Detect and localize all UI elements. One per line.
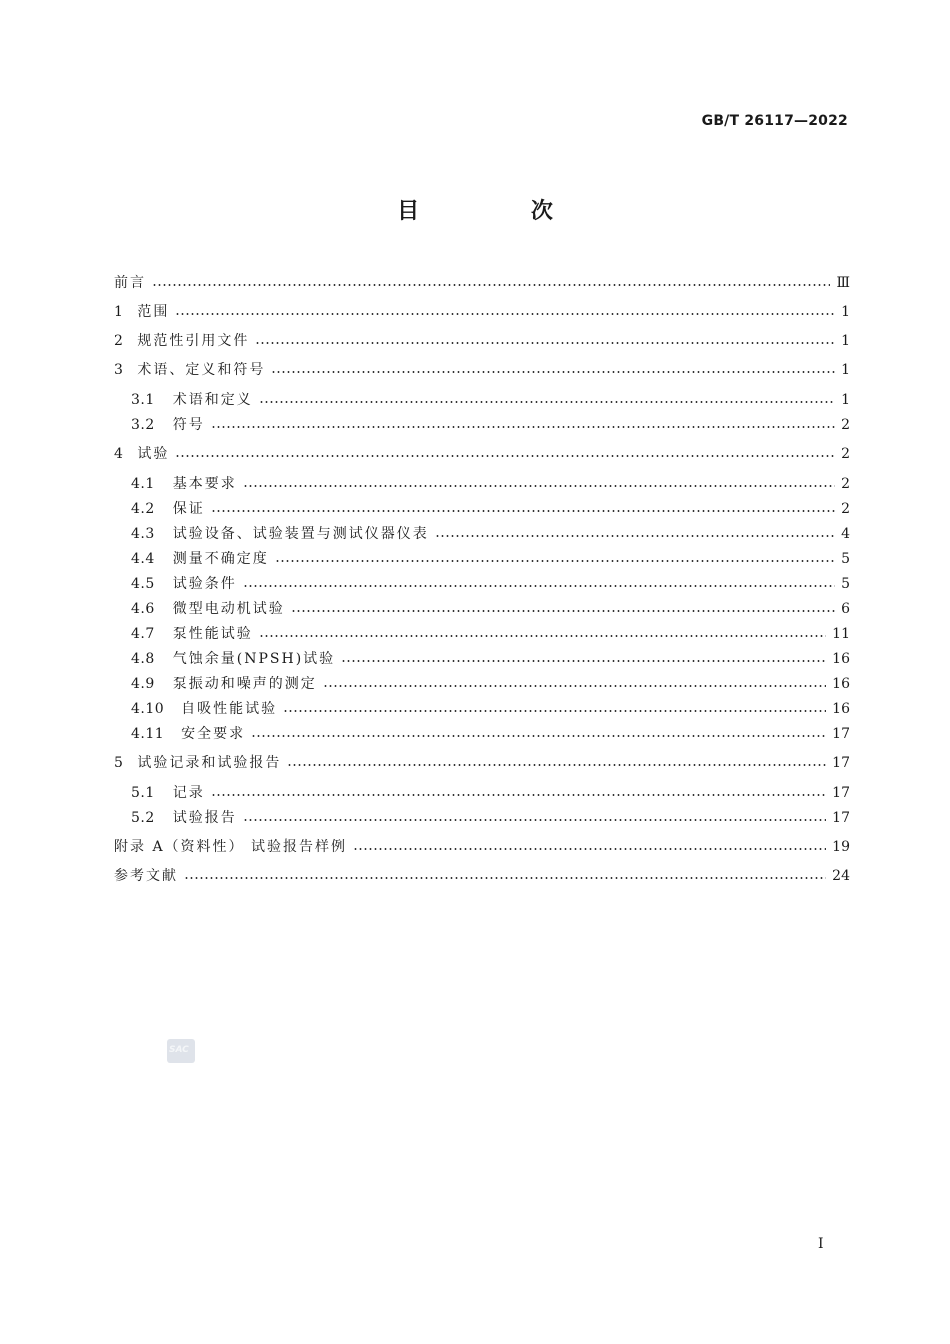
toc-entry-number: 4.9 [131, 676, 155, 692]
toc-entry-page: 6 [841, 601, 850, 617]
toc-entry-number: 4.1 [131, 476, 155, 492]
toc-entry-label: 术语和定义 [172, 392, 253, 408]
toc-entry-page: 2 [841, 476, 850, 492]
toc-entry[interactable] [114, 443, 850, 465]
toc-entry-page: 17 [832, 726, 850, 742]
toc-entry-label: 试验条件 [172, 576, 237, 592]
toc-entry[interactable] [131, 598, 850, 620]
toc-entry-number: 4.3 [131, 526, 155, 542]
toc-entry-page: 16 [832, 676, 850, 692]
toc-entry-page: 24 [832, 868, 850, 884]
toc-entry-page: 16 [832, 701, 850, 717]
toc-entry[interactable] [114, 272, 850, 294]
toc-entry[interactable] [131, 414, 850, 436]
toc-entry-number: 4.7 [131, 626, 155, 642]
toc-entry-page: 2 [841, 417, 850, 433]
toc-entry-page: 1 [841, 392, 850, 408]
page-number: Ⅰ [818, 1236, 824, 1252]
toc-dot-leader [259, 635, 826, 637]
toc-entry[interactable] [131, 648, 850, 670]
toc-entry-page: 2 [841, 446, 850, 462]
toc-entry-label: 测量不确定度 [172, 551, 269, 567]
toc-entry-page: 16 [832, 651, 850, 667]
toc-entry[interactable] [131, 523, 850, 545]
toc-entry-page: 5 [841, 551, 850, 567]
toc-entry[interactable] [131, 573, 850, 595]
toc-entry[interactable] [114, 752, 850, 774]
toc-entry-number: 4.11 [131, 726, 165, 742]
toc-dot-leader [211, 510, 835, 512]
toc-entry[interactable] [131, 389, 850, 411]
toc-entry-number: 4.2 [131, 501, 155, 517]
toc-dot-leader [184, 877, 826, 879]
toc-dot-leader [243, 485, 835, 487]
toc-entry-label: 泵性能试验 [172, 626, 253, 642]
toc-entry[interactable] [131, 623, 850, 645]
toc-dot-leader [271, 371, 835, 373]
toc-entry-number: 5.2 [131, 810, 155, 826]
toc-entry-label: 安全要求 [181, 726, 246, 742]
toc-entry-number: 3.2 [131, 417, 155, 433]
toc-entry-page: 17 [832, 755, 850, 771]
toc-entry-number: 1 [114, 304, 124, 320]
toc-entry-label: 前言 [114, 275, 146, 291]
toc-dot-leader [211, 794, 826, 796]
toc-entry[interactable] [131, 698, 850, 720]
toc-entry-number: 4.4 [131, 551, 155, 567]
toc-entry[interactable] [114, 301, 850, 323]
toc-entry[interactable] [131, 673, 850, 695]
toc-entry-number: 4.10 [131, 701, 165, 717]
toc-entry-page: 11 [832, 626, 850, 642]
toc-dot-leader [152, 284, 830, 286]
toc-entry-label: 参考文献 [114, 868, 178, 884]
toc-entry-label: 记录 [172, 785, 205, 801]
toc-entry-page: 1 [841, 362, 850, 378]
toc-entry-number: 5.1 [131, 785, 155, 801]
toc-dot-leader [175, 455, 835, 457]
standard-code: GB/T 26117—2022 [701, 113, 848, 129]
toc-entry-label: 试验设备、试验装置与测试仪器仪表 [172, 526, 429, 542]
toc-dot-leader [259, 401, 835, 403]
toc-dot-leader [255, 342, 835, 344]
toc-entry-label: 微型电动机试验 [172, 601, 285, 617]
toc-entry-label: 术语、定义和符号 [137, 362, 266, 378]
toc-entry-page: 1 [841, 304, 850, 320]
toc-dot-leader [435, 535, 835, 537]
toc-entry-number: 5 [114, 755, 124, 771]
toc-dot-leader [211, 426, 835, 428]
toc-entry-label: 试验记录和试验报告 [137, 755, 282, 771]
toc-entry[interactable] [131, 807, 850, 829]
toc-entry-label: 自吸性能试验 [181, 701, 278, 717]
toc-entry-number: 4 [114, 446, 124, 462]
toc-entry-label: 试验报告 [172, 810, 237, 826]
toc-entry-page: Ⅲ [836, 275, 850, 291]
toc-entry[interactable] [114, 359, 850, 381]
toc-entry-number: 4.6 [131, 601, 155, 617]
toc-entry-label: 范围 [137, 304, 170, 320]
toc-entry-number: 4.8 [131, 651, 155, 667]
toc-entry[interactable] [114, 330, 850, 352]
sac-watermark-logo: SAC [167, 1039, 195, 1063]
toc-entry-label: 基本要求 [172, 476, 237, 492]
toc-entry-number: 2 [114, 333, 124, 349]
toc-dot-leader [243, 585, 835, 587]
toc-entry-label: 泵振动和噪声的测定 [172, 676, 317, 692]
toc-dot-leader [283, 710, 826, 712]
toc-entry[interactable] [131, 548, 850, 570]
toc-dot-leader [353, 848, 826, 850]
toc-entry-label: 气蚀余量(NPSH)试验 [172, 651, 336, 667]
toc-dot-leader [175, 313, 835, 315]
toc-entry-number: 3.1 [131, 392, 155, 408]
toc-entry[interactable] [131, 498, 850, 520]
toc-dot-leader [341, 660, 826, 662]
toc-entry-label: 规范性引用文件 [137, 333, 250, 349]
toc-entry-page: 5 [841, 576, 850, 592]
toc-entry-number: 3 [114, 362, 124, 378]
toc-entry[interactable] [131, 723, 850, 745]
toc-entry-label: 保证 [172, 501, 205, 517]
toc-entry[interactable] [131, 473, 850, 495]
toc-entry-label: 符号 [172, 417, 205, 433]
toc-entry[interactable] [131, 782, 850, 804]
toc-dot-leader [323, 685, 826, 687]
toc-entry-page: 4 [841, 526, 850, 542]
toc-entry-label: 附录 A（资料性） 试验报告样例 [114, 839, 348, 855]
toc-entry-page: 1 [841, 333, 850, 349]
toc-entry-number: 4.5 [131, 576, 155, 592]
toc-dot-leader [291, 610, 835, 612]
toc-dot-leader [243, 819, 826, 821]
toc-entry[interactable] [114, 865, 850, 887]
toc-entry[interactable] [114, 836, 850, 858]
page-title: 目 次 [397, 199, 605, 224]
toc-dot-leader [275, 560, 835, 562]
toc-entry-page: 19 [832, 839, 850, 855]
toc-dot-leader [251, 735, 826, 737]
toc-dot-leader [287, 764, 826, 766]
toc-entry-page: 17 [832, 785, 850, 801]
toc-entry-page: 17 [832, 810, 850, 826]
toc-entry-page: 2 [841, 501, 850, 517]
toc-entry-label: 试验 [137, 446, 170, 462]
